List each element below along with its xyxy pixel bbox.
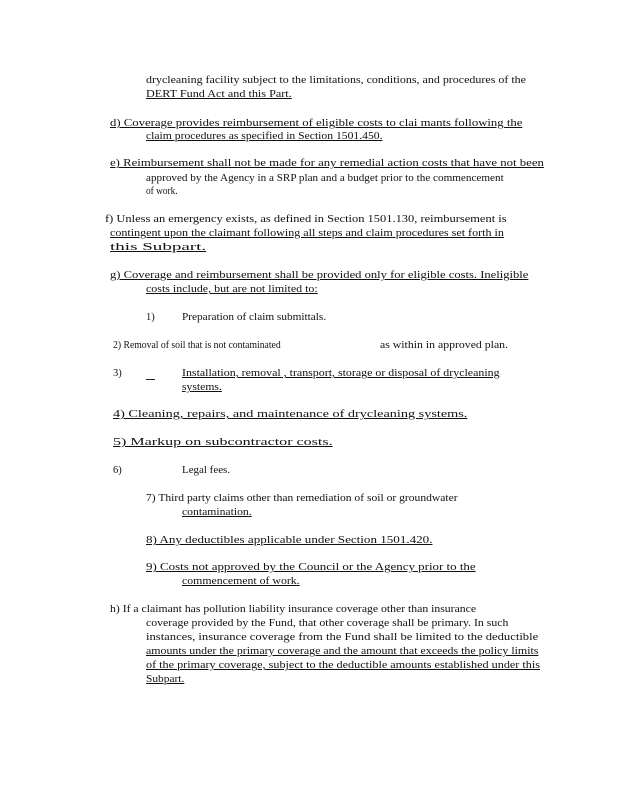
- paragraph-c-line-1: drycleaning facility subject to the limitations, conditions, and procedures of the: [146, 75, 526, 86]
- paragraph-f-line-1: f) Unless an emergency exists, as defined in Section 1501.130, reimbursement is: [105, 214, 507, 225]
- item-6-number: 6): [113, 465, 122, 476]
- paragraph-h-line-6: Subpart.: [146, 674, 185, 685]
- item-3-text-line-1: Installation, removal , transport, storage or disposal of drycleaning: [182, 368, 500, 379]
- paragraph-d-line-1: d) Coverage provides reimbursement of eligible costs to clai mants following the: [110, 118, 523, 129]
- paragraph-h-line-4: amounts under the primary coverage and the amount that exceeds the policy limits: [146, 646, 539, 657]
- item-4-text: 4) Cleaning, repairs, and maintenance of drycleaning systems.: [113, 409, 468, 420]
- paragraph-c-line-2: DERT Fund Act and this Part.: [146, 89, 292, 100]
- paragraph-f-line-3: this Subpart.: [110, 242, 207, 253]
- paragraph-f-line-2: contingent upon the claimant following all steps and claim procedures set forth in: [110, 228, 504, 239]
- item-2-text-b: as within in approved plan.: [380, 340, 509, 351]
- paragraph-h-line-5: of the primary coverage, subject to the deductible amounts established under this: [146, 660, 540, 671]
- item-9-text-line-2: commencement of work.: [182, 576, 300, 587]
- paragraph-d-line-2: claim procedures as specified in Section 1501.450.: [146, 131, 383, 142]
- item-6-text: Legal fees.: [182, 465, 231, 476]
- paragraph-h-line-2: coverage provided by the Fund, that other coverage shall be primary. In such: [146, 618, 509, 629]
- item-5-text: 5) Markup on subcontractor costs.: [113, 437, 333, 448]
- paragraph-g-line-2: costs include, but are not limited to:: [146, 284, 318, 295]
- item-3-blank-rule: [146, 379, 155, 380]
- item-3-text-line-2: systems.: [182, 382, 222, 393]
- item-8-text: 8) Any deductibles applicable under Section 1501.420.: [146, 535, 433, 546]
- item-3-number: 3): [113, 368, 122, 379]
- item-7-text-line-1: 7) Third party claims other than remediation of soil or groundwater: [146, 493, 458, 504]
- item-2-text-a: 2) Removal of soil that is not contaminated: [113, 340, 281, 351]
- item-7-text-line-2: contamination.: [182, 507, 252, 518]
- paragraph-g-line-1: g) Coverage and reimbursement shall be provided only for eligible costs. Ineligible: [110, 270, 529, 281]
- item-1-text: Preparation of claim submittals.: [182, 312, 327, 323]
- paragraph-h-line-3: instances, insurance coverage from the Fund shall be limited to the deductible: [146, 632, 539, 643]
- item-1-number: 1): [146, 312, 155, 323]
- paragraph-h-line-1: h) If a claimant has pollution liability insurance coverage other than insurance: [110, 604, 477, 615]
- paragraph-e-line-1: e) Reimbursement shall not be made for any remedial action costs that have not been: [110, 158, 544, 169]
- item-9-text-line-1: 9) Costs not approved by the Council or the Agency prior to the: [146, 562, 476, 573]
- paragraph-e-line-2: approved by the Agency in a SRP plan and a budget prior to the commencement: [146, 173, 504, 184]
- paragraph-e-line-3: of work.: [146, 186, 178, 197]
